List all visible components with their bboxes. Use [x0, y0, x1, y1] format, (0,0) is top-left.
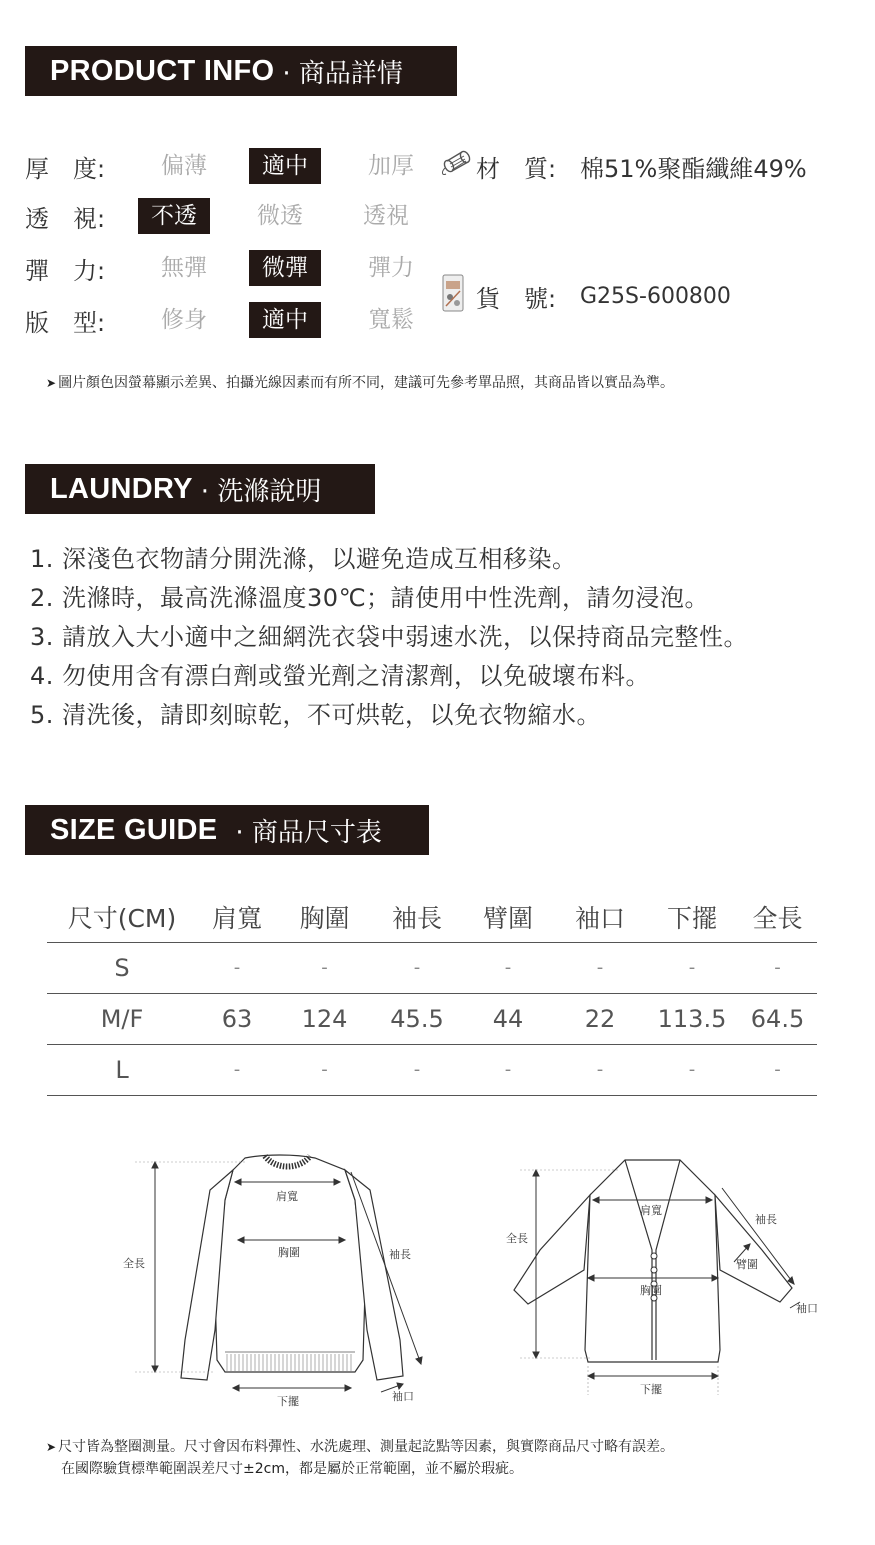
attribute-option-selected: 不透	[138, 198, 210, 234]
label-sleeve: 袖長	[755, 1213, 777, 1226]
table-row	[47, 942, 817, 993]
attribute-option: 微透	[257, 203, 303, 229]
label-hem: 下擺	[640, 1383, 662, 1396]
cardigan-outline	[500, 1140, 830, 1410]
label-cuff: 袖口	[796, 1302, 818, 1315]
attribute-label: 厚 度:	[25, 154, 106, 183]
item-no-value: G25S-600800	[580, 283, 731, 309]
header-zh: · 商品詳情	[282, 58, 403, 89]
attribute-row	[25, 198, 446, 234]
attribute-option-selected: 適中	[249, 302, 321, 338]
size-cell: -	[197, 1044, 277, 1095]
size-cell: 113.5	[646, 993, 738, 1044]
size-label: S	[47, 942, 197, 993]
label-shoulder: 肩寬	[276, 1190, 298, 1203]
thread-spool-icon	[440, 148, 476, 184]
table-row	[47, 993, 817, 1044]
column-header: 肩寬	[197, 892, 277, 942]
attribute-option-selected: 微彈	[249, 250, 321, 286]
material-row	[440, 148, 807, 184]
label-hem: 下擺	[277, 1395, 299, 1408]
attribute-option: 透視	[363, 203, 409, 229]
size-label: L	[47, 1044, 197, 1095]
size-cell: 22	[554, 993, 646, 1044]
attribute-option: 寬鬆	[368, 307, 414, 333]
size-cell: -	[646, 942, 738, 993]
size-cell: -	[554, 942, 646, 993]
size-disclaimer: ➤ 尺寸皆為整圈測量。尺寸會因布料彈性、水洗處理、測量起訖點等因素，與實際商品尺寸略有誤差。 在國際驗貨標準範圍誤差尺寸±2cm，都是屬於正常範圍，並不屬於瑕疵。	[46, 1439, 675, 1477]
size-table	[47, 892, 817, 1096]
attribute-option-selected: 適中	[249, 148, 321, 184]
size-cell: -	[372, 1044, 462, 1095]
cardigan-diagram	[500, 1140, 830, 1410]
size-cell: -	[372, 942, 462, 993]
label-length: 全長	[506, 1232, 528, 1245]
header-en: SIZE GUIDE	[50, 813, 218, 846]
arrow-right-icon: ➤	[46, 1440, 57, 1454]
label-chest: 胸圍	[640, 1284, 662, 1297]
attribute-label: 彈 力:	[25, 256, 106, 285]
attribute-label: 版 型:	[25, 308, 106, 337]
attribute-option: 無彈	[161, 255, 207, 281]
attribute-label: 透 視:	[25, 204, 106, 233]
item-no-label: 貨 號:	[476, 284, 557, 313]
size-cell: -	[277, 942, 372, 993]
label-shoulder: 肩寬	[640, 1204, 662, 1217]
size-guide-header	[25, 805, 429, 855]
size-cell: 45.5	[372, 993, 462, 1044]
size-cell: -	[738, 1044, 817, 1095]
header-zh: · 洗滌說明	[200, 476, 322, 507]
size-cell: -	[462, 1044, 554, 1095]
label-chest: 胸圍	[278, 1246, 300, 1259]
header-zh: · 商品尺寸表	[235, 817, 382, 848]
column-header: 袖口	[554, 892, 646, 942]
column-header: 下擺	[646, 892, 738, 942]
size-cell: 64.5	[738, 993, 817, 1044]
sweater-outline	[115, 1140, 435, 1410]
attribute-row	[25, 250, 451, 286]
material-value: 棉51%聚酯纖維49%	[580, 154, 807, 183]
label-length: 全長	[123, 1257, 145, 1270]
list-item: 5. 清洗後，請即刻晾乾，不可烘乾，以免衣物縮水。	[30, 701, 602, 729]
arrow-right-icon: ➤	[46, 376, 57, 390]
column-header: 胸圍	[277, 892, 372, 942]
tag-icon	[440, 273, 476, 319]
size-cell: -	[462, 942, 554, 993]
product-info-header	[25, 46, 457, 96]
size-cell: 44	[462, 993, 554, 1044]
item-no-row	[440, 278, 731, 314]
color-disclaimer: ➤ 圖片顏色因螢幕顯示差異、拍攝光線因素而有所不同，建議可先參考單品照，其商品皆以實品為準。	[46, 375, 675, 391]
size-cell: 124	[277, 993, 372, 1044]
table-row	[47, 1044, 817, 1095]
column-header: 全長	[738, 892, 817, 942]
column-header: 袖長	[372, 892, 462, 942]
list-item: 4. 勿使用含有漂白劑或螢光劑之清潔劑，以免破壞布料。	[30, 662, 651, 690]
attribute-row	[25, 302, 451, 338]
list-item: 2. 洗滌時，最高洗滌溫度30℃；請使用中性洗劑，請勿浸泡。	[30, 584, 710, 612]
size-cell: -	[646, 1044, 738, 1095]
size-cell: 63	[197, 993, 277, 1044]
attribute-option: 偏薄	[161, 153, 207, 179]
material-label: 材 質:	[476, 154, 557, 183]
size-cell: -	[197, 942, 277, 993]
size-label: M/F	[47, 993, 197, 1044]
attribute-option: 修身	[161, 307, 207, 333]
sweater-diagram	[115, 1140, 435, 1410]
header-en: PRODUCT INFO	[50, 54, 275, 87]
attribute-option: 彈力	[368, 255, 414, 281]
attribute-row	[25, 148, 451, 184]
laundry-list	[30, 540, 748, 735]
label-sleeve: 袖長	[389, 1248, 411, 1261]
label-cuff: 袖口	[392, 1390, 414, 1403]
column-header: 臂圍	[462, 892, 554, 942]
label-arm: 臂圍	[736, 1258, 758, 1271]
size-cell: -	[738, 942, 817, 993]
list-item: 3. 請放入大小適中之細網洗衣袋中弱速水洗，以保持商品完整性。	[30, 623, 749, 651]
attribute-option: 加厚	[368, 153, 414, 179]
list-item: 1. 深淺色衣物請分開洗滌，以避免造成互相移染。	[30, 545, 577, 573]
laundry-header	[25, 464, 375, 514]
size-cell: -	[554, 1044, 646, 1095]
header-en: LAUNDRY	[50, 472, 193, 505]
size-cell: -	[277, 1044, 372, 1095]
column-header: 尺寸(CM)	[47, 892, 197, 942]
